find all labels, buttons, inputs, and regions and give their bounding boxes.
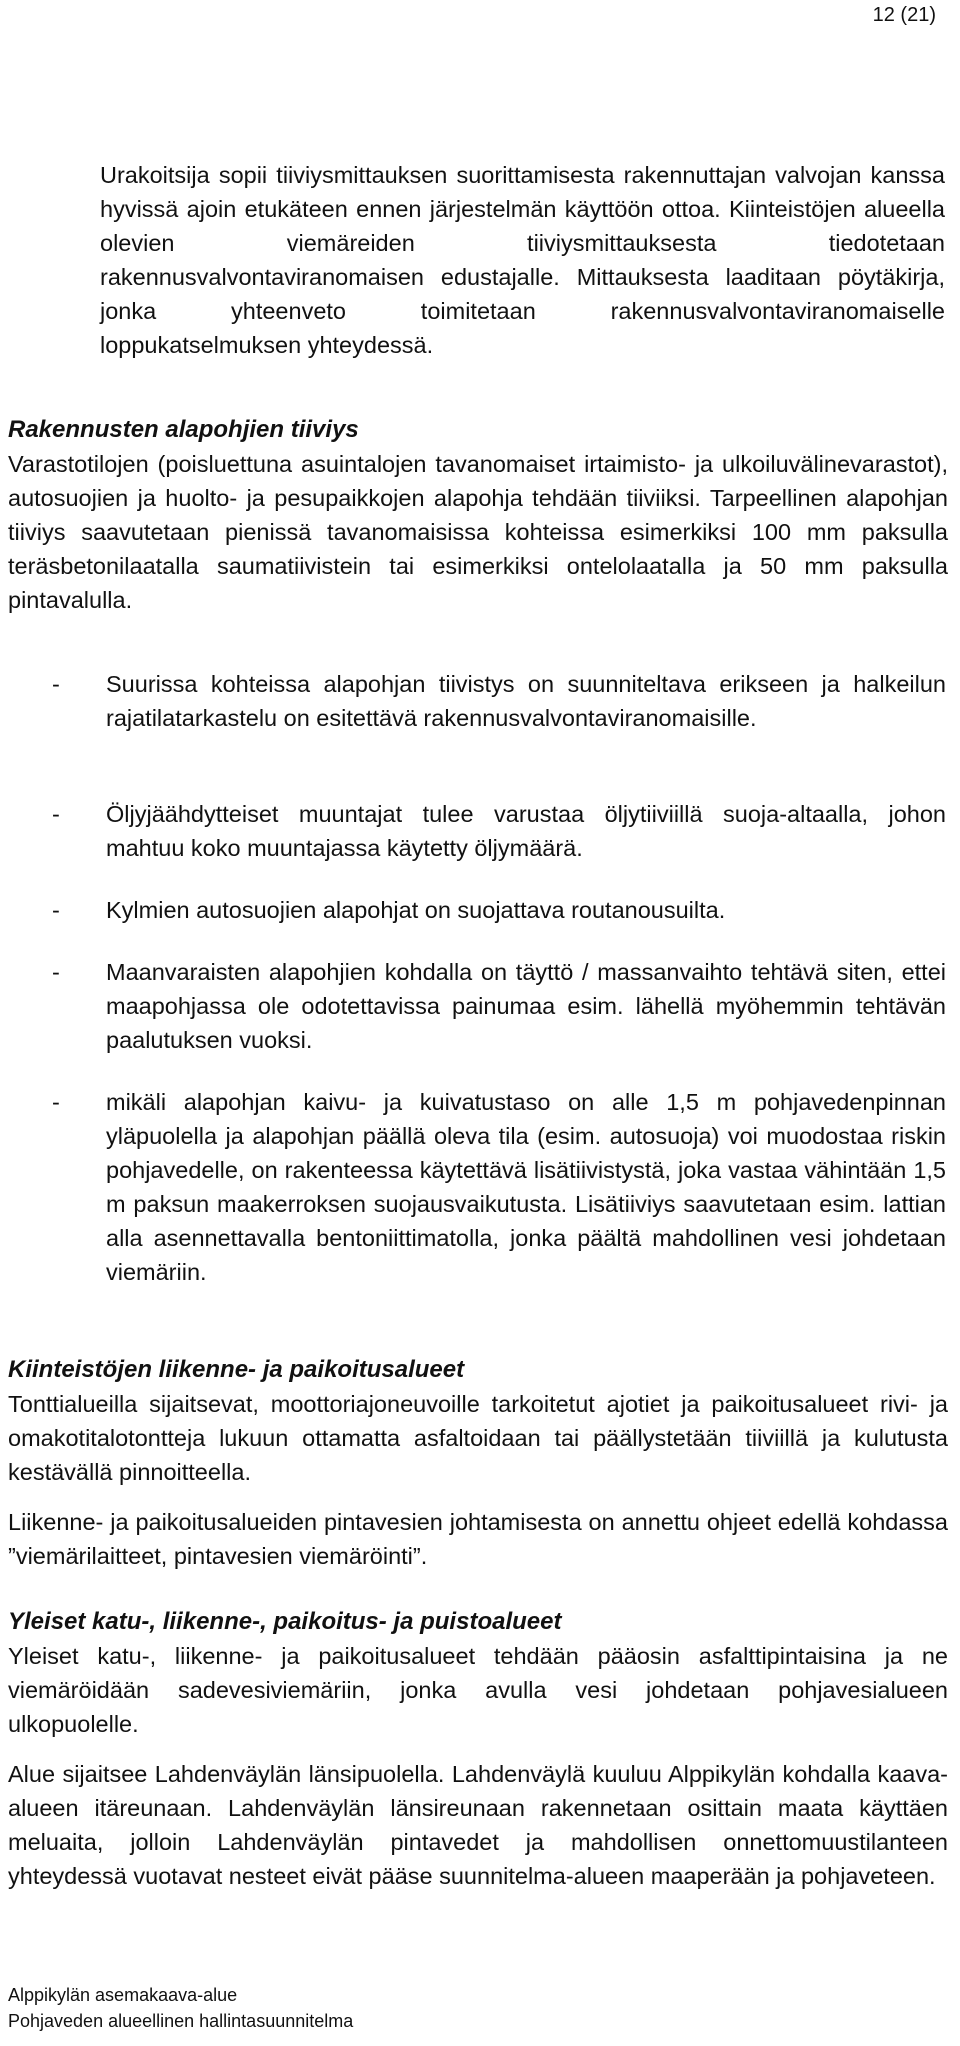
traffic-paragraph-2: Liikenne- ja paikoitusalueiden pintavesien johtamisesta on annettu ohjeet edellä kohdassa ”viemärilaitteet, pintavesien viemäröinti”. — [8, 1509, 948, 1569]
bullet-dash: - — [52, 801, 60, 827]
footer-line-1: Alppikylän asemakaava-alue — [8, 1985, 238, 2005]
bullet-text: Öljyjäähdytteiset muuntajat tulee varustaa öljytiiviillä suoja-altaalla, johon mahtuu koko muuntajassa käytetty öljymäärä. — [106, 801, 946, 861]
bullet-text: mikäli alapohjan kaivu- ja kuivatustaso on alle 1,5 m pohjavedenpinnan yläpuolella ja alapohjan päällä oleva tila (esim. autosuoja) voi muodostaa riskin pohjavedelle, on rakenteessa käytettävä lisätiivistystä, joka vastaa vähintään 1,5 m paksun maakerroksen suojausvaikutusta. Lisätiiviys saavutetaan esim. lattian alla asennettavalla bentoniittimatolla, jonka päältä mahdollinen vesi johdetaan viemäriin. — [106, 1089, 946, 1285]
traffic-paragraph-1: Tonttialueilla sijaitsevat, moottoriajoneuvoille tarkoitetut ajotiet ja paikoitusalueet rivi- ja omakotitalotontteja lukuun ottamatta asfaltoidaan tai päällystetään tiiviillä ja kulutusta kestävällä pinnoitteella. — [8, 1391, 948, 1485]
bullet-text: Suurissa kohteissa alapohjan tiivistys on suunniteltava erikseen ja halkeilun rajatilatarkastelu on esitettävä rakennusvalvontaviranomaisille. — [106, 671, 946, 731]
bullet-dash: - — [52, 1089, 60, 1115]
page-number: 12 (21) — [872, 4, 936, 26]
public-paragraph-2: Alue sijaitsee Lahdenväylän länsipuolella. Lahdenväylä kuuluu Alppikylän kohdalla kaava-alueen itäreunaan. Lahdenväylän länsireunaan rakennetaan osittain maata käyttäen meluaita, jolloin Lahdenväylän pintavedet ja mahdollisen onnettomuustilanteen yhteydessä vuotavat nesteet eivät pääse suunnitelma-alueen maaperään ja pohjaveteen. — [8, 1761, 948, 1889]
bullet-text: Kylmien autosuojien alapohjat on suojattava routanousuilta. — [106, 897, 726, 923]
footer-line-2: Pohjaveden alueellinen hallintasuunnitelma — [8, 2011, 354, 2031]
section-heading-foundations: Rakennusten alapohjien tiiviys — [8, 416, 359, 443]
bullet-dash: - — [52, 897, 60, 923]
bullet-dash: - — [52, 959, 60, 985]
section-heading-public: Yleiset katu-, liikenne-, paikoitus- ja puistoalueet — [8, 1608, 562, 1635]
section-heading-traffic: Kiinteistöjen liikenne- ja paikoitusalueet — [8, 1356, 465, 1383]
public-paragraph-1: Yleiset katu-, liikenne- ja paikoitusalueet tehdään pääosin asfalttipintaisina ja ne viemäröidään sadevesiviemäriin, jonka avulla vesi johdetaan pohjavesialueen ulkopuolelle. — [8, 1643, 948, 1737]
foundations-paragraph: Varastotilojen (poisluettuna asuintalojen tavanomaiset irtaimisto- ja ulkoiluvälinevarastot), autosuojien ja huolto- ja pesupaikkojen alapohja tehdään tiiviiksi. Tarpeellinen alapohjan tiiviys saavutetaan pienissä tavanomaisissa kohteissa esimerkiksi 100 mm paksulla teräsbetonilaatalla saumatiivistein tai esimerkiksi ontelolaatalla ja 50 mm paksulla pintavalulla. — [8, 451, 948, 613]
bullet-dash: - — [52, 671, 60, 697]
bullet-text: Maanvaraisten alapohjien kohdalla on täyttö / massanvaihto tehtävä siten, ettei maapohjassa ole odotettavissa painumaa esim. lähellä myöhemmin tehtävän paalutuksen vuoksi. — [106, 959, 946, 1053]
intro-paragraph: Urakoitsija sopii tiiviysmittauksen suorittamisesta rakennuttajan valvojan kanssa hyvissä ajoin etukäteen ennen järjestelmän käyttöön ottoa. Kiinteistöjen alueella olevien viemäreiden tiiviysmittauksesta tiedotetaan rakennusvalvontaviranomaisen edustajalle. Mittauksesta laaditaan pöytäkirja, jonka yhteenveto toimitetaan rakennusvalvontaviranomaiselle loppukatselmuksen yhteydessä. — [100, 162, 945, 358]
